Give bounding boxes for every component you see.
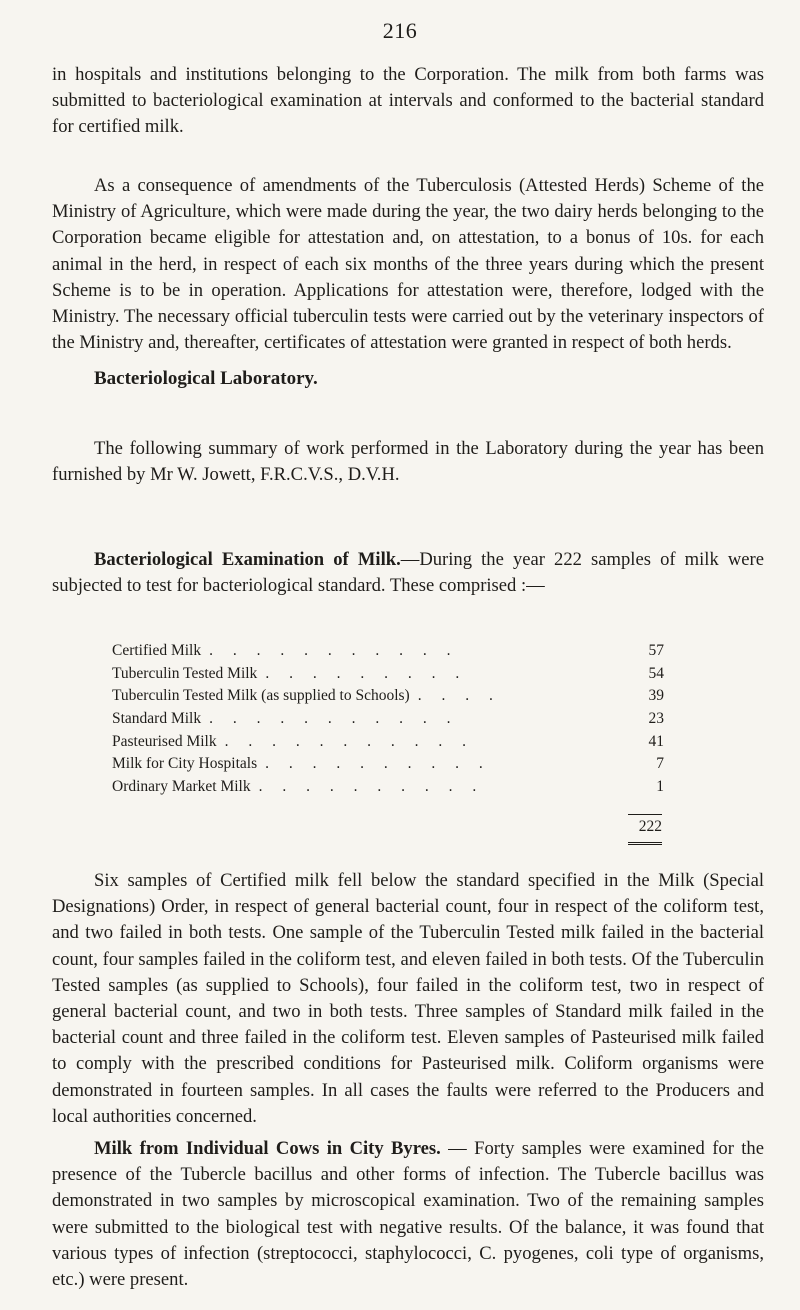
heading-bacteriological-examination-of-milk: Bacteriological Examination of Milk. [94,549,401,570]
table-row [112,640,664,663]
table-row [112,776,664,799]
paragraph-corporation-farms: in hospitals and institutions belonging to the Corporation. The milk from both farms was submitted to bacteriological examination at intervals and conformed to the bacterial standard for certified milk. [52,64,764,138]
leader-dots: . . . . . . . . . . [265,755,491,773]
page-number: 216 [382,18,418,43]
sample-count: 57 [648,642,664,660]
table-row [112,708,664,731]
individual-cows-text: — Forty samples were examined for the presence of the Tubercle bacillus and other forms of infection. The Tubercle bacillus was demonstrated in two samples by microscopical examination. Two of the remaining samples were submitted to the biological test with negative results. Of the balance, it was found that various types of infection (streptococci, staphylococci, C. pyogenes, coli type of organisms, etc.) were present. [52,1138,764,1291]
heading-bacteriological-laboratory: Bacteriological Laboratory. [94,368,318,389]
heading-milk-from-individual-cows: Milk from Individual Cows in City Byres. [94,1138,441,1159]
table-row [112,663,664,686]
sample-label: Certified Milk [112,642,202,660]
leader-dots: . . . . . . . . . . . [224,732,474,750]
paragraph-certified-milk-results: Six samples of Certified milk fell below the standard specified in the Milk (Special Designations) Order, in respect of general bacterial count, four in respect of the coliform test, and two failed in both tests. One sample of the Tuberculin Tested milk failed in the bacterial count, four samples failed in the coliform test, and eleven failed in both tests. Of the Tuberculin Tested samples (as supplied to Schools), four failed in the coliform test, two in respect of general bacterial count, and two in both tests. Three samples of Standard milk failed in the bacterial count and three failed in the coliform test. Eleven samples of Pasteurised milk failed to comply with the prescribed conditions for Pasteurised milk. Coliform organisms were demonstrated in fourteen samples. In all cases the faults were referred to the Producers and local authorities concerned. [52,870,764,1127]
paragraph-attested-herds: As a consequence of amendments of the Tuberculosis (Attested Herds) Scheme of the Ministry of Agriculture, which were made during the year, the two dairy herds belonging to the Corporation became eligible for attestation and, on attestation, to a bonus of 10s. for each animal in the herd, in respect of each six months of the three years during which the present Scheme is to be in operation. Applications for attestation were, therefore, lodged with the Ministry. The necessary official tuberculin tests were carried out by the veterinary inspectors of the Ministry and, thereafter, certificates of attestation were granted in respect of both herds. [52,175,764,354]
sample-count: 7 [656,755,664,773]
paragraph-individual-cows [52,1136,764,1293]
sample-label: Milk for City Hospitals [112,755,258,773]
paragraph-milk-examination [52,547,764,599]
table-row [112,685,664,708]
total-double-rule [628,842,662,845]
leader-dots: . . . . . . . . . . . [209,642,459,660]
milk-examination-text: —During the year 222 samples of milk were subjected to test for bacteriological standard. These comprised :— [52,549,764,597]
sample-count: 1 [656,777,664,795]
leader-dots: . . . . . . . . . . [258,777,485,795]
leader-dots: . . . . . . . . . . . [209,710,459,728]
sample-count: 39 [648,687,664,705]
sample-label: Ordinary Market Milk [112,777,251,795]
table-row [112,730,664,753]
leader-dots: . . . . [417,687,501,705]
total-rule [628,814,662,815]
sample-label: Standard Milk [112,710,202,728]
milk-samples-table [112,640,664,798]
paragraph-laboratory-summary: The following summary of work performed in the Laboratory during the year has been furnished by Mr W. Jowett, F.R.C.V.S., D.V.H. [52,438,764,486]
sample-count: 54 [648,664,664,682]
table-row [112,753,664,776]
sample-count: 41 [648,732,664,750]
leader-dots: . . . . . . . . . [265,664,468,682]
samples-total: 222 [638,818,662,835]
sample-label: Tuberculin Tested Milk [112,664,258,682]
sample-label: Tuberculin Tested Milk (as supplied to Schools) [112,687,410,705]
sample-label: Pasteurised Milk [112,732,217,750]
sample-count: 23 [648,710,664,728]
